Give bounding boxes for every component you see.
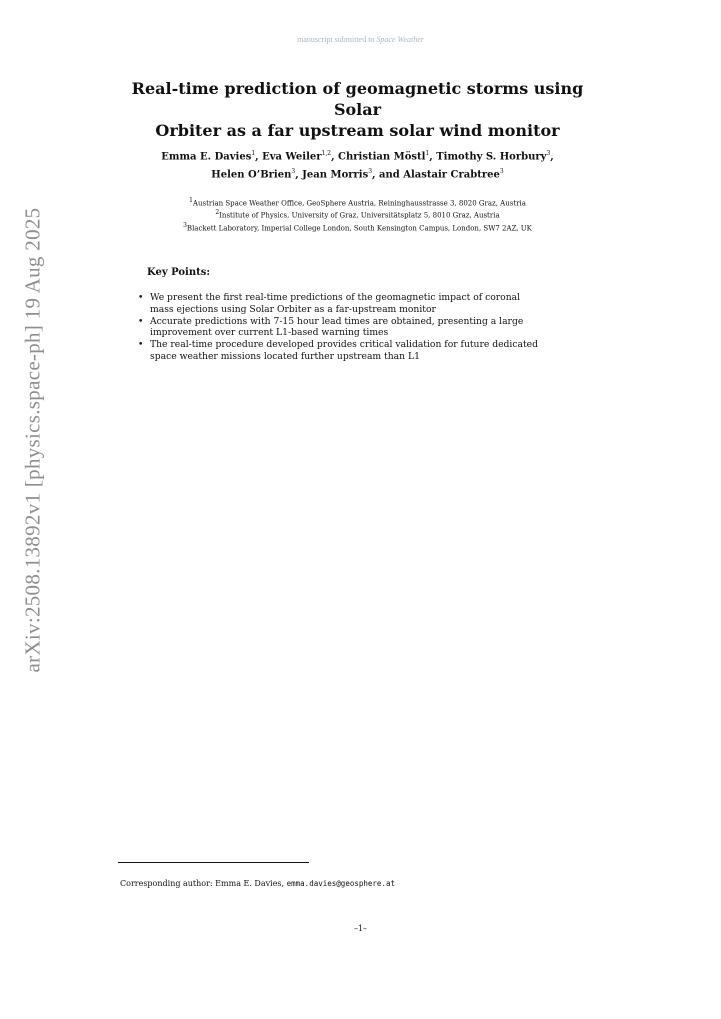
author-name: Christian Möstl: [338, 151, 426, 163]
author-name: Eva Weiler: [262, 151, 322, 163]
author-affiliation-mark: 3: [368, 168, 373, 176]
page-number: –1–: [353, 924, 368, 933]
running-header-prefix: manuscript submitted to: [297, 35, 377, 44]
key-point-line: The real-time procedure developed provides critical validation for future dedicated: [150, 339, 538, 350]
running-header: [0, 35, 721, 44]
author-email-link[interactable]: emma.davies@geosphere.at: [286, 879, 395, 888]
author-line-2: Helen O’Brien$^3$, Jean Morris$^3$, and Alastair Crabtree$^3$: [211, 168, 504, 181]
key-point-line: space weather missions located further upstream than L1: [150, 350, 420, 362]
author-line-1: Emma E. Davies$^1$, Eva Weiler$^{1,2}$, Christian Möstl$^1$, Timothy S. Horbury$^3$,: [161, 150, 554, 163]
bullet-marker: •: [138, 292, 144, 303]
paper-title-line-2: Orbiter as a far upstream solar wind monitor: [155, 121, 560, 140]
author-affiliation-mark: 1,2: [321, 150, 332, 157]
footnote-text: Corresponding author: Emma E. Davies,: [120, 879, 287, 888]
key-point-line: mass ejections using Solar Orbiter as a far-upstream monitor: [150, 303, 436, 315]
author-name: Helen O’Brien: [211, 169, 292, 181]
author-list: [110, 146, 605, 183]
author-name: Emma E. Davies: [161, 151, 252, 163]
affiliation-item: [110, 196, 605, 208]
key-point-line: We present the first real-time predictions of the geomagnetic impact of coronal: [150, 292, 521, 303]
key-points-list: [136, 292, 596, 363]
author-affiliation-mark: 3: [546, 150, 551, 157]
bullet-marker: •: [138, 339, 144, 350]
arxiv-identifier: arXiv:2508.13892v1 [physics.space-ph] 19 Aug 2025: [20, 207, 45, 673]
affiliation-number: 3: [183, 221, 187, 229]
affiliation-item: [110, 208, 605, 220]
bullet-marker: •: [138, 315, 144, 327]
affiliation-text: Austrian Space Weather Office, GeoSphere Austria, Reininghausstrasse 3, 8020 Graz, Austria: [192, 199, 526, 208]
author-affiliation-mark: 3: [291, 168, 296, 176]
corresponding-author-footnote: [120, 879, 395, 888]
affiliation-number: 1: [189, 197, 193, 204]
author-name: Alastair Crabtree: [403, 169, 500, 181]
affiliation-number: 2: [215, 209, 220, 217]
author-name: Jean Morris: [302, 169, 369, 181]
affiliation-text: Institute of Physics, University of Graz, Universitätsplatz 5, 8010 Graz, Austria: [219, 211, 500, 220]
key-points-heading: Key Points:: [147, 267, 211, 278]
affiliation-item: [110, 221, 605, 233]
author-affiliation-mark: 3: [499, 168, 504, 176]
author-affiliation-mark: 1: [251, 150, 256, 157]
key-point-item: [136, 292, 596, 315]
key-point-item: [136, 316, 596, 339]
affiliation-list: [110, 196, 605, 233]
footnote-rule: [118, 862, 309, 863]
paper-title: [110, 78, 605, 141]
paper-title-line-1: Real-time prediction of geomagnetic storms using Solar: [131, 79, 584, 119]
key-point-line: improvement over current L1-based warning times: [150, 327, 389, 338]
journal-name: Space Weather: [376, 35, 424, 44]
author-name: Timothy S. Horbury: [436, 151, 547, 163]
author-affiliation-mark: 1: [425, 150, 430, 157]
key-point-item: [136, 339, 596, 362]
affiliation-text: Blackett Laboratory, Imperial College London, South Kensington Campus, London, SW7 2AZ, UK: [186, 223, 532, 232]
key-point-line: Accurate predictions with 7-15 hour lead times are obtained, presenting a large: [150, 315, 524, 327]
